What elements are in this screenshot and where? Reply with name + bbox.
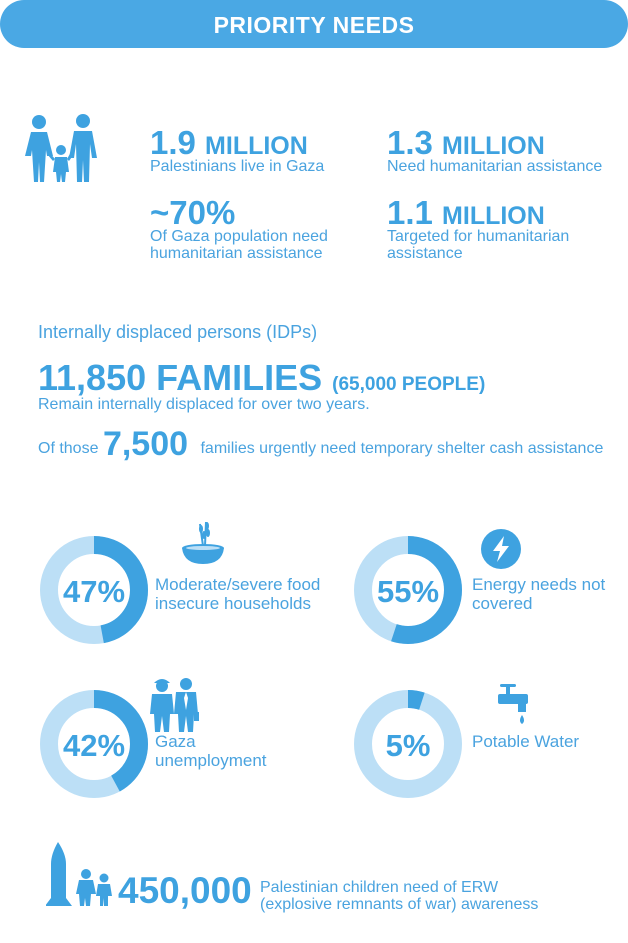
water-label: Potable Water xyxy=(472,732,580,751)
food-percent: 47% xyxy=(62,574,126,609)
food-bowl-icon xyxy=(180,520,226,566)
energy-percent: 55% xyxy=(376,574,440,609)
family-icon xyxy=(22,112,102,184)
unemployment-donut xyxy=(38,688,150,800)
energy-donut xyxy=(352,534,464,646)
idp-note: Remain internally displaced for over two years. xyxy=(38,396,370,413)
rocket-icon xyxy=(46,842,72,906)
need-label: Need humanitarian assistance xyxy=(387,158,603,175)
lightning-icon xyxy=(480,528,522,570)
water-donut xyxy=(352,688,464,800)
idp-people: (65,000 PEOPLE) xyxy=(332,374,486,395)
targeted-label: Targeted for humanitarian assistance xyxy=(387,228,570,262)
food-donut xyxy=(38,534,150,646)
erw-label: Palestinian children need of ERW (explosive remnants of war) awareness xyxy=(260,879,539,913)
erw-value: 450,000 xyxy=(118,870,252,911)
population-value: 1.9 MILLION xyxy=(150,124,308,161)
idp-families: 11,850 FAMILIES (65,000 PEOPLE) xyxy=(38,357,486,398)
rocket-children-icon xyxy=(46,842,116,908)
need-value: 1.3 MILLION xyxy=(387,124,545,161)
idp-heading: Internally displaced persons (IDPs) xyxy=(38,322,318,342)
water-percent: 5% xyxy=(385,728,431,763)
unemployment-label: Gaza unemployment xyxy=(155,732,267,770)
percent-label: Of Gaza population need humanitarian assistance xyxy=(150,228,328,262)
shelter-line: Of those 7,500 families urgently need temporary shelter cash assistance xyxy=(38,425,604,463)
workers-icon xyxy=(148,676,200,732)
water-tap-icon xyxy=(494,684,538,728)
population-label: Palestinians live in Gaza xyxy=(150,158,325,175)
targeted-value: 1.1 MILLION xyxy=(387,194,545,231)
shelter-value: 7,500 xyxy=(102,425,189,463)
percent-value: ~70% xyxy=(150,194,236,231)
page-title: PRIORITY NEEDS xyxy=(0,0,628,48)
energy-label: Energy needs not covered xyxy=(472,575,606,613)
unemployment-percent: 42% xyxy=(62,728,126,763)
food-label: Moderate/severe food insecure households xyxy=(155,575,321,613)
shelter-label: families urgently need temporary shelter cash assistance xyxy=(200,440,604,457)
